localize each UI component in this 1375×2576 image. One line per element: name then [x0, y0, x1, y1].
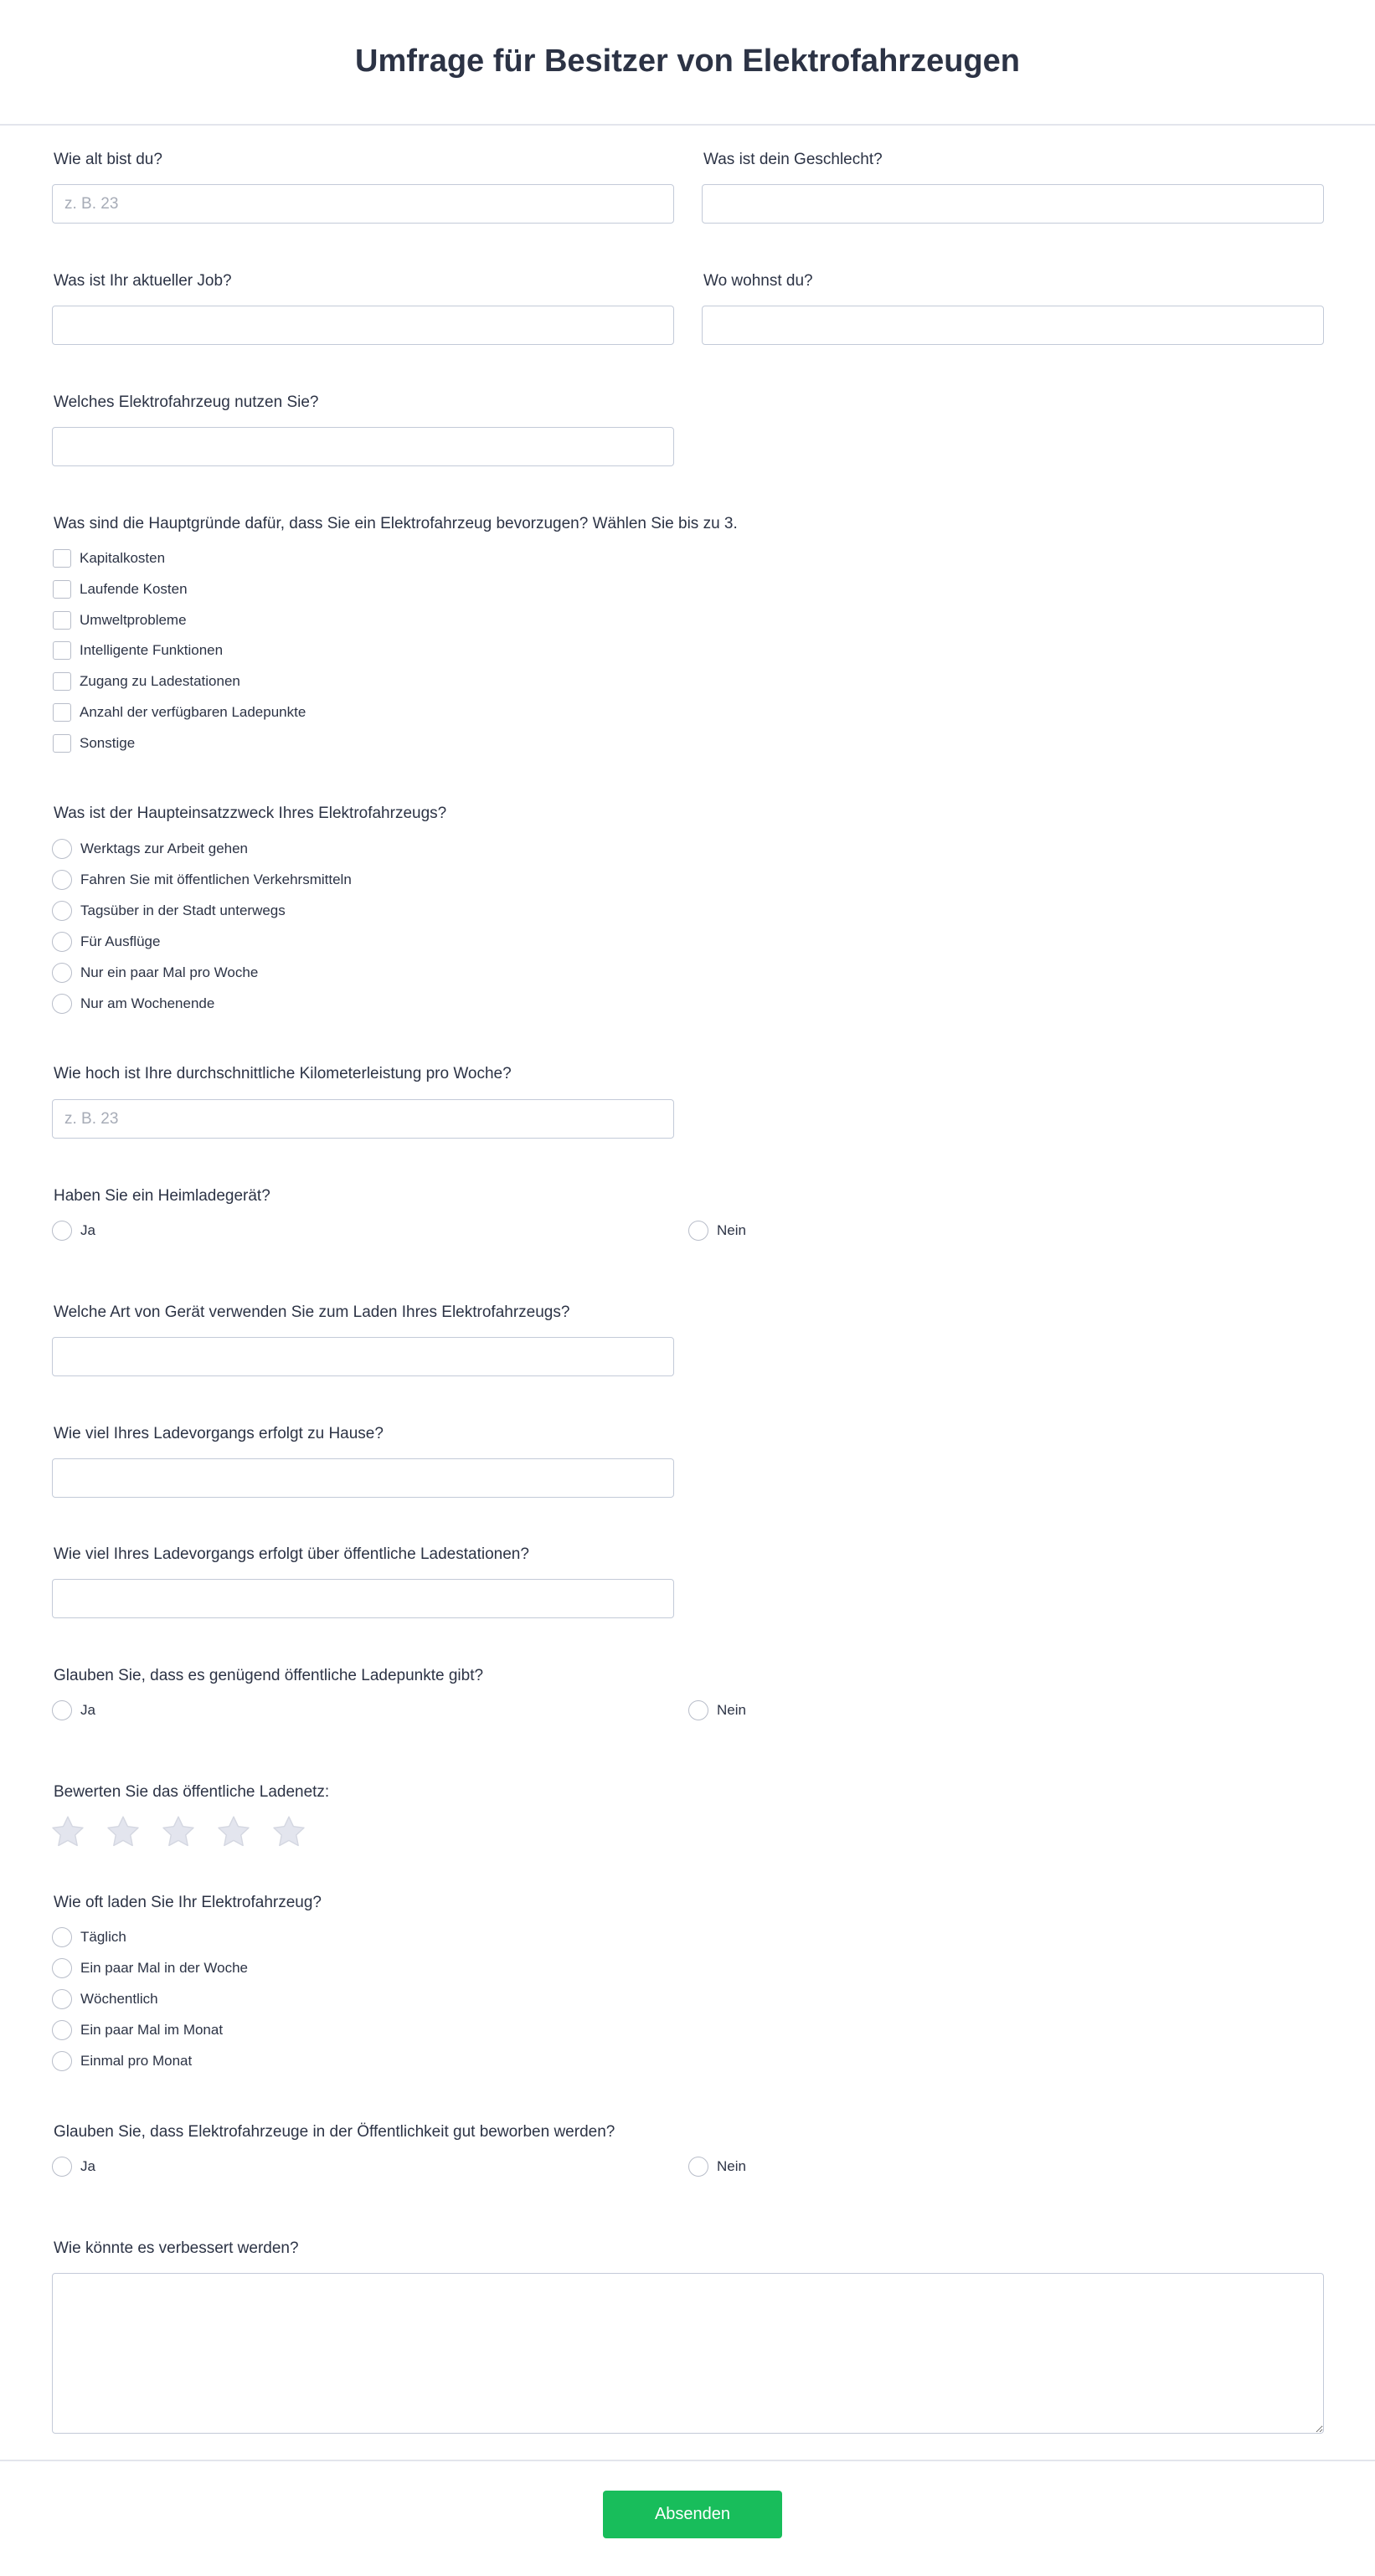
frequency-label: Wie oft laden Sie Ihr Elektrofahrzeug?	[54, 1894, 322, 1911]
home-share-label: Wie viel Ihres Ladevorgangs erfolgt zu Hause?	[54, 1425, 384, 1442]
checkbox[interactable]	[53, 580, 71, 599]
radio-label: Tagsüber in der Stadt unterwegs	[80, 902, 286, 918]
radio[interactable]	[52, 1700, 72, 1720]
public-share-label: Wie viel Ihres Ladevorgangs erfolgt über öffentliche Ladestationen?	[54, 1545, 529, 1563]
radio-option[interactable]	[52, 1958, 248, 1978]
checkbox[interactable]	[53, 549, 71, 568]
radio-label: Nein	[717, 1222, 746, 1238]
enough-points-no[interactable]	[688, 1700, 746, 1720]
radio-label: Wöchentlich	[80, 1991, 158, 2007]
star-icon[interactable]	[50, 1814, 85, 1849]
mileage-label: Wie hoch ist Ihre durchschnittliche Kilometerleistung pro Woche?	[54, 1065, 512, 1082]
checkbox[interactable]	[53, 703, 71, 722]
radio-option[interactable]	[52, 901, 286, 921]
radio[interactable]	[52, 963, 72, 983]
rating-label: Bewerten Sie das öffentliche Ladenetz:	[54, 1783, 330, 1801]
checkbox-option[interactable]	[53, 610, 187, 630]
star-icon[interactable]	[161, 1814, 196, 1849]
radio-label: Täglich	[80, 1929, 126, 1945]
checkbox-option[interactable]	[53, 640, 223, 661]
vehicle-label: Welches Elektrofahrzeug nutzen Sie?	[54, 393, 319, 411]
star-icon[interactable]	[106, 1814, 141, 1849]
radio[interactable]	[688, 2157, 708, 2177]
home-charger-yes[interactable]	[52, 1221, 95, 1241]
radio-label: Nein	[717, 2158, 746, 2174]
job-input[interactable]	[52, 306, 674, 345]
home-charger-label: Haben Sie ein Heimladegerät?	[54, 1187, 270, 1205]
radio-option[interactable]	[52, 1927, 126, 1947]
form-title: Umfrage für Besitzer von Elektrofahrzeugen	[355, 43, 1020, 79]
reasons-label: Was sind die Hauptgründe dafür, dass Sie ein Elektrofahrzeug bevorzugen? Wählen Sie bis zu 3.	[54, 515, 738, 532]
radio-option[interactable]	[52, 2020, 223, 2040]
enough-points-label: Glauben Sie, dass es genügend öffentliche Ladepunkte gibt?	[54, 1667, 484, 1684]
improve-textarea[interactable]	[52, 2273, 1324, 2434]
improve-label: Wie könnte es verbessert werden?	[54, 2239, 299, 2257]
vehicle-input[interactable]	[52, 427, 674, 466]
checkbox[interactable]	[53, 611, 71, 630]
advertised-no[interactable]	[688, 2157, 746, 2177]
radio[interactable]	[52, 2051, 72, 2071]
gender-input[interactable]	[702, 184, 1324, 224]
radio-option[interactable]	[52, 839, 248, 859]
radio-option[interactable]	[52, 932, 160, 952]
residence-label: Wo wohnst du?	[703, 272, 813, 290]
radio[interactable]	[52, 2020, 72, 2040]
radio-option[interactable]	[52, 2051, 192, 2071]
radio[interactable]	[52, 994, 72, 1014]
radio-label: Ja	[80, 1222, 95, 1238]
radio-label: Werktags zur Arbeit gehen	[80, 841, 249, 856]
radio[interactable]	[52, 2157, 72, 2177]
enough-points-yes[interactable]	[52, 1700, 95, 1720]
checkbox-option[interactable]	[53, 579, 188, 599]
radio-option[interactable]	[52, 994, 214, 1014]
checkbox-label: Umweltprobleme	[80, 612, 187, 628]
submit-button[interactable]: Absenden	[603, 2491, 782, 2538]
residence-input[interactable]	[702, 306, 1324, 345]
radio-label: Ja	[80, 1702, 95, 1718]
gender-label: Was ist dein Geschlecht?	[703, 151, 883, 168]
checkbox[interactable]	[53, 734, 71, 753]
radio[interactable]	[52, 1927, 72, 1947]
mileage-input[interactable]	[52, 1099, 674, 1139]
checkbox[interactable]	[53, 672, 71, 691]
radio-label: Nur ein paar Mal pro Woche	[80, 964, 259, 980]
radio[interactable]	[52, 1958, 72, 1978]
radio-label: Ein paar Mal im Monat	[80, 2022, 224, 2038]
radio-label: Einmal pro Monat	[80, 2053, 193, 2069]
radio-option[interactable]	[52, 870, 352, 890]
radio-label: Nein	[717, 1702, 746, 1718]
form-header	[0, 0, 1375, 126]
checkbox[interactable]	[53, 641, 71, 660]
checkbox-label: Anzahl der verfügbaren Ladepunkte	[80, 704, 306, 720]
home-charger-no[interactable]	[688, 1221, 746, 1241]
purpose-label: Was ist der Haupteinsatzzweck Ihres Elektrofahrzeugs?	[54, 805, 447, 822]
device-input[interactable]	[52, 1337, 674, 1376]
radio-label: Fahren Sie mit öffentlichen Verkehrsmitteln	[80, 872, 352, 887]
public-share-input[interactable]	[52, 1579, 674, 1618]
radio-label: Ein paar Mal in der Woche	[80, 1960, 249, 1976]
radio[interactable]	[52, 932, 72, 952]
radio-label: Ja	[80, 2158, 95, 2174]
radio[interactable]	[52, 1989, 72, 2009]
star-rating[interactable]	[50, 1814, 327, 1849]
radio[interactable]	[52, 901, 72, 921]
checkbox-option[interactable]	[53, 702, 306, 722]
age-label: Wie alt bist du?	[54, 151, 162, 168]
checkbox-option[interactable]	[53, 733, 135, 753]
advertised-label: Glauben Sie, dass Elektrofahrzeuge in der Öffentlichkeit gut beworben werden?	[54, 2123, 615, 2141]
checkbox-option[interactable]	[53, 671, 240, 692]
home-share-input[interactable]	[52, 1458, 674, 1498]
radio[interactable]	[52, 1221, 72, 1241]
checkbox-option[interactable]	[53, 548, 165, 568]
device-label: Welche Art von Gerät verwenden Sie zum Laden Ihres Elektrofahrzeugs?	[54, 1303, 570, 1321]
radio[interactable]	[52, 839, 72, 859]
radio-option[interactable]	[52, 1989, 158, 2009]
advertised-yes[interactable]	[52, 2157, 95, 2177]
radio-label: Nur am Wochenende	[80, 995, 215, 1011]
checkbox-label: Kapitalkosten	[80, 550, 166, 566]
star-icon[interactable]	[271, 1814, 306, 1849]
star-icon[interactable]	[216, 1814, 251, 1849]
checkbox-label: Intelligente Funktionen	[80, 642, 224, 658]
radio[interactable]	[688, 1221, 708, 1241]
radio-option[interactable]	[52, 963, 258, 983]
age-input[interactable]	[52, 184, 674, 224]
radio[interactable]	[688, 1700, 708, 1720]
checkbox-label: Zugang zu Ladestationen	[80, 673, 240, 689]
radio-label: Für Ausflüge	[80, 933, 161, 949]
radio[interactable]	[52, 870, 72, 890]
job-label: Was ist Ihr aktueller Job?	[54, 272, 232, 290]
checkbox-label: Laufende Kosten	[80, 581, 188, 597]
checkbox-label: Sonstige	[80, 735, 136, 751]
